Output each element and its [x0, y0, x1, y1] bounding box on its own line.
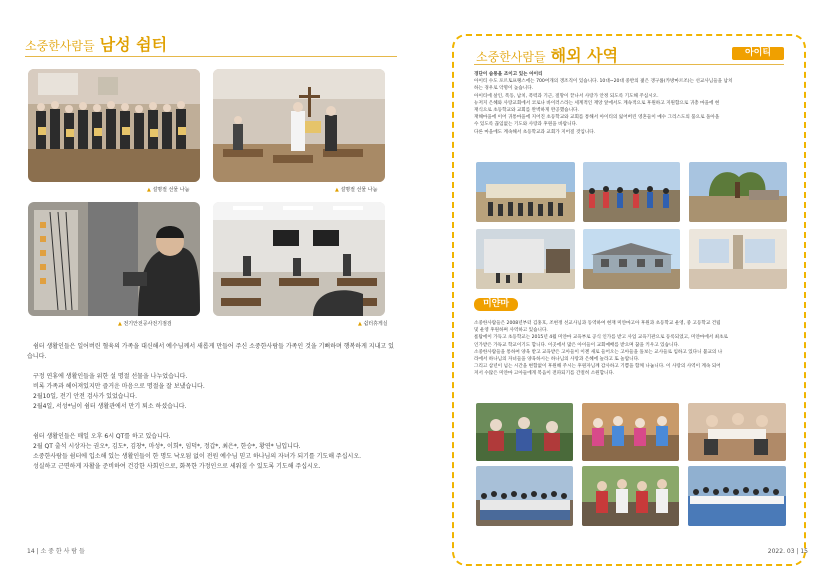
haiti-heading: 경단이 숨통을 조이고 있는 아이티	[474, 72, 543, 77]
haiti-photo	[476, 229, 575, 289]
haiti-line: 재해마을에 이어 귀통마을에 지어진 초등학교와 교회를 통해서 아이티의 잃어버린 영혼들이 예수 그리스도의 품으로 돌아올	[474, 115, 720, 121]
haiti-line: 재식으로 초등학교와 교회를 완벽하게 완공했습니다.	[474, 108, 579, 114]
photo-electrical-inspection	[28, 202, 200, 316]
haiti-photo	[476, 162, 575, 222]
photo-caption: ▲ 설명절 선물 나눔	[147, 186, 189, 193]
paragraph: 구정 연휴에 생활인들을 위한 설 명절 선물을 나누었습니다.	[33, 373, 188, 380]
myanmar-photo	[688, 466, 786, 526]
right-footer: 2022. 03 | 15	[767, 548, 808, 555]
myanmar-line: 라에서 하나님의 자녀들을 양육하시는 하나님의 사랑과 은혜에 놀라고 또 놀랍니다.	[474, 357, 640, 363]
paragraph: 쉼터 생활인들은 매일 오후 6시 QT를 하고 있습니다.	[33, 433, 171, 440]
myanmar-line: 져서 수많은 미얀마 고아들에게 복음이 전파되기를 간절히 소원합니다.	[474, 371, 615, 377]
photo-shelter-lounge	[213, 202, 385, 316]
right-page-title: 소중한사람들 해외 사역	[476, 46, 619, 65]
photo-gift-sharing-1	[28, 69, 200, 182]
photo-caption: ▲ 쉼터휴게실	[358, 320, 388, 327]
haiti-line: 아이티 수도 포르토프랭스에는 700여개의 갱조직이 있습니다. 10대~20대 중반의 젊은 갱구룹(카방마르조)는 선교사님들을 납치	[474, 79, 733, 85]
left-page-title: 소중한사람들 남성 쉼터	[25, 35, 168, 54]
myanmar-photo	[582, 403, 679, 461]
myanmar-line: 소중한사람들을 통하여 양육 받고 교육받은 고아들이 이젠 새로 들어오는 고아들을 돌보는 교사들로 임하고 있다니 불교의 나	[474, 349, 723, 355]
paragraph: 성실하고 근면하게 자활을 준비하여 건강한 사회인으로, 화목한 가정인으로 세워질 수 있도록 기도해 주십시오.	[33, 463, 321, 470]
title-underline	[25, 56, 397, 57]
haiti-photo	[583, 162, 680, 222]
haiti-line: 하는 경우로 악명이 높습니다.	[474, 86, 534, 92]
paragraph: 2월4일, 서성*님이 쉼터 생활관에서 만기 퇴소 하셨습니다.	[33, 403, 187, 410]
myanmar-line: 및 운영 후원하며 사역하고 있습니다.	[474, 328, 548, 334]
haiti-line: 다른 마을에도 계속해서 초등학교과 교회가 지어질 것입니다.	[474, 129, 596, 135]
myanmar-line: 룸탐에이 가득고 초등학교는 2015년 4월 미얀마 교육부로 공식 인가를 받고 사업 교육기관으로 등록되었고, 미얀마에서 최초로	[474, 335, 728, 341]
myanmar-line: 인가받은 가독교 학교이기도 합니다. 이곳에서 많은 아이들이 교회예배를 받으며 꿈을 키우고 있습니다.	[474, 342, 680, 348]
left-page	[0, 0, 417, 573]
haiti-line: 아이티에 살인, 폭동, 납치, 폭력과 기근, 절망이 끝나서 사랑가 안정 되도록 기도해 주십시오.	[474, 93, 659, 99]
haiti-tag: 아이티	[732, 47, 784, 60]
myanmar-photo	[476, 466, 573, 526]
haiti-line: 뉴저지 은혜와 사랑교회에서 코로나 바이러스라는 세계적인 재앙 앞에서도 계속적으로 후원하고 지원함으로 귀총 마을에 현	[474, 100, 720, 106]
photo-caption: ▲ 전기안전공사전기점검	[118, 320, 172, 327]
myanmar-photo	[582, 466, 679, 526]
myanmar-text	[474, 320, 794, 378]
myanmar-line: 소중한사람들은 2008년부터 김홍호, 조현정 선교사님과 동역하여 현재 미얀마고아 후원과 초등학교 운영, 중 고등학교 건립	[474, 321, 721, 326]
myanmar-line: 그리고 삼년이 넘는 시간을 변함없이 후원해 주시는 후원자님께 감사하고 기쁨을 함께 나눕니다. 이 사랑의 사역이 계속 되어	[474, 364, 721, 370]
paragraph: 소중한사람들 쉼터에 입소해 있는 생활인들이 한 명도 낙오됨 없이 전원 예수님 믿고 하나님의 자녀가 되기를 기도해 주십시오.	[33, 453, 362, 460]
photo-gift-sharing-2	[213, 69, 385, 182]
haiti-photo	[689, 162, 787, 222]
left-footer: 14 | 소 중 한 사 람 들	[27, 548, 85, 555]
paragraph: 2월 QT 출석 시상자는 권오*, 김도*, 김창*, 마성*, 이희*, 임덕*, 정갑*, 최은*, 한승*, 황연* 님입니다.	[33, 443, 301, 450]
haiti-photo	[689, 229, 787, 289]
paragraph: 쉼터 생활인들은 일어버린 혈육의 가족을 대신해서 예수님께서 새롭게 만들어 주신 소중한사람들 가족인 것을 기뻐하며 행복하게 지내고 있습니다.	[27, 343, 394, 360]
photo-caption: ▲ 설명절 선물 나눔	[335, 186, 377, 193]
shelter-body-text	[27, 342, 397, 472]
myanmar-photo	[476, 403, 573, 461]
myanmar-photo	[688, 403, 786, 461]
paragraph: 2월10일, 전기 안전 검사가 있었습니다.	[33, 393, 138, 400]
haiti-photo	[583, 229, 680, 289]
haiti-line: 수 있도록 끊임없는 기도와 사랑과 후원을 바랍니다.	[474, 122, 578, 128]
paragraph: 비록 가족과 헤어져있지만 즐거운 마음으로 명절을 잘 보냈습니다.	[33, 383, 205, 390]
myanmar-tag: 미얀마	[474, 298, 518, 311]
haiti-text	[474, 71, 792, 136]
title-underline	[474, 64, 784, 65]
